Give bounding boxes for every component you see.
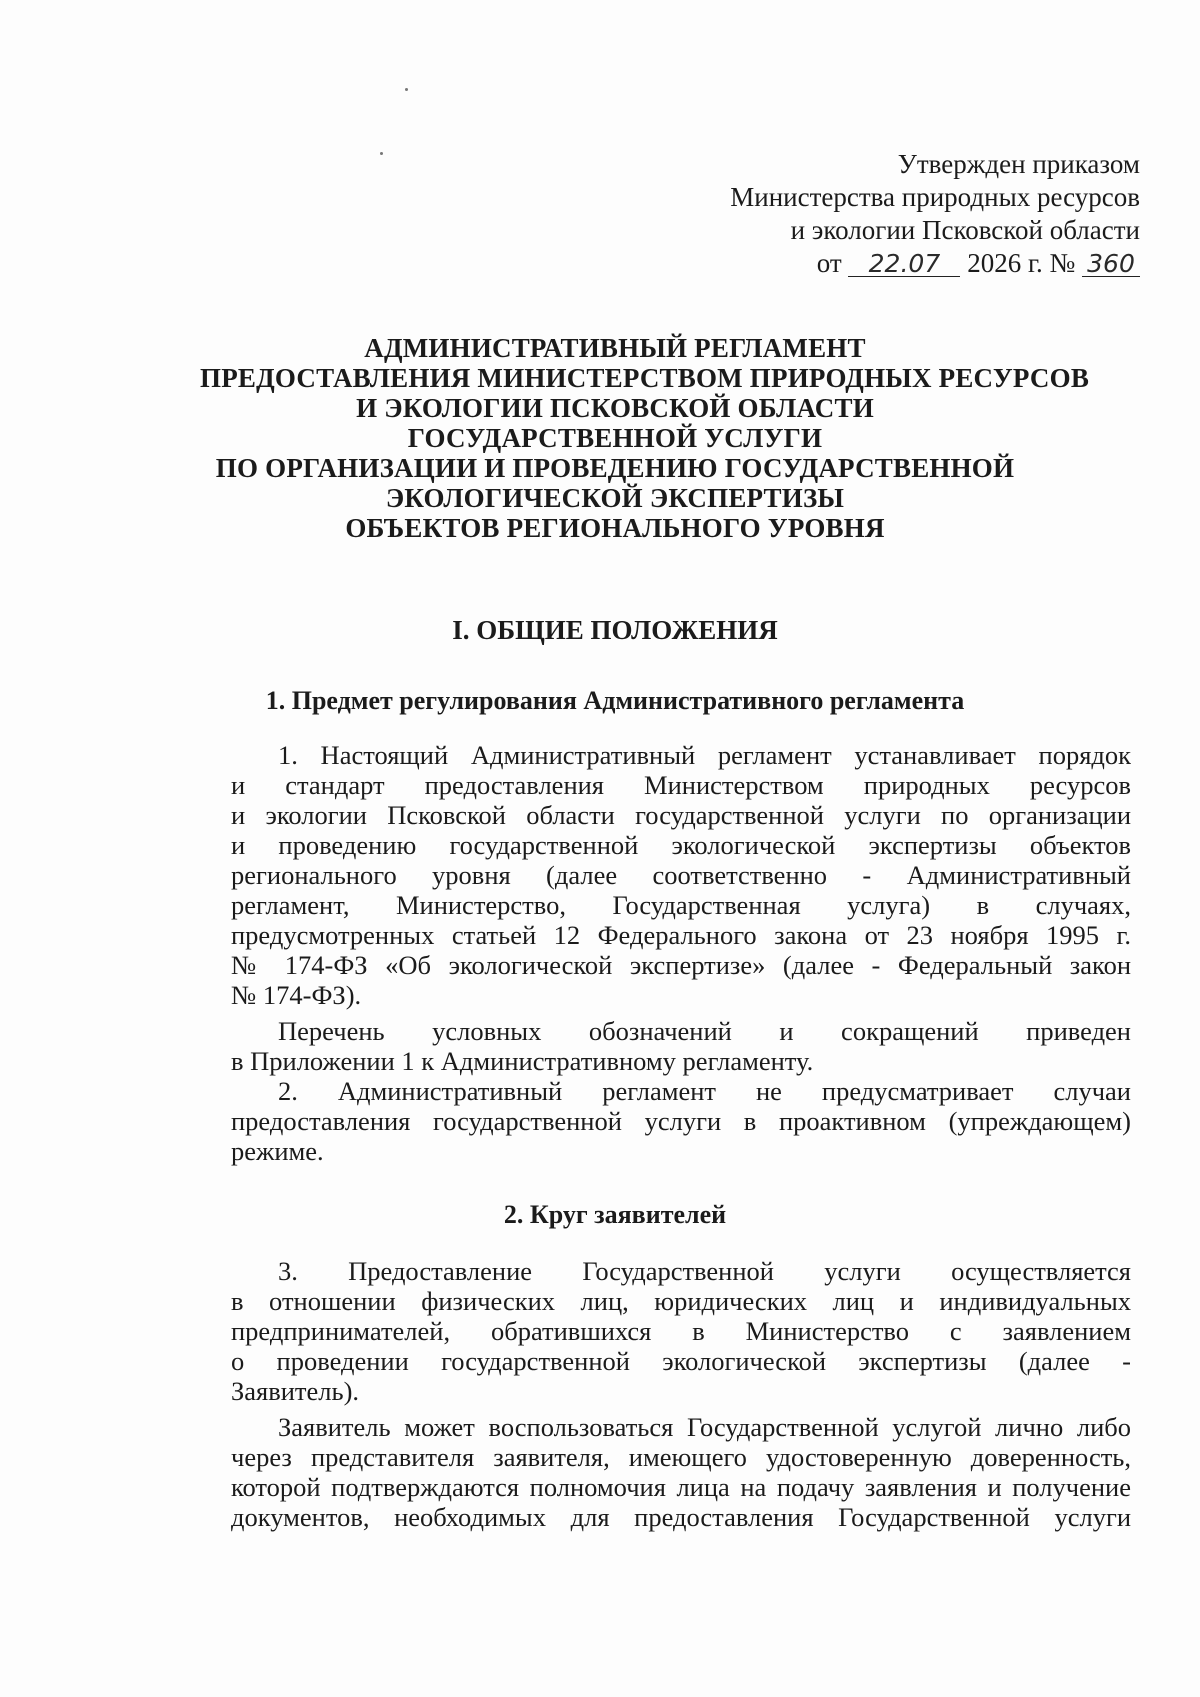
text-line: 2. Административный регламент не предусматривает случаи xyxy=(278,1076,1131,1106)
handwritten-number: 360 xyxy=(1082,252,1140,277)
handwritten-date: 22.07 xyxy=(848,252,960,277)
text-line: которой подтверждаются полномочия лица на подачу заявления и получение xyxy=(231,1472,1131,1502)
scan-speck xyxy=(380,152,383,155)
text-line: 1. Настоящий Административный регламент устанавливает порядок xyxy=(278,740,1131,770)
approval-line-1: Утвержден приказом xyxy=(897,149,1140,179)
text-line: режиме. xyxy=(231,1136,324,1166)
title-line: ПО ОРГАНИЗАЦИИ И ПРОВЕДЕНИЮ ГОСУДАРСТВЕННОЙ xyxy=(215,453,1015,483)
title-line: ГОСУДАРСТВЕННОЙ УСЛУГИ xyxy=(407,423,823,453)
approval-block xyxy=(620,148,1140,280)
text-line: регионального уровня (далее соответственно - Административный xyxy=(231,860,1131,890)
paragraph-4 xyxy=(231,1256,1131,1406)
text-line: через представителя заявителя, имеющего удостоверенную доверенность, xyxy=(231,1442,1131,1472)
title-line: И ЭКОЛОГИИ ПСКОВСКОЙ ОБЛАСТИ xyxy=(356,393,874,423)
subsection-heading-2: 2. Круг заявителей xyxy=(503,1200,727,1229)
text-line: документов, необходимых для предоставления Государственной услуги xyxy=(231,1502,1131,1532)
scan-speck xyxy=(405,88,408,91)
paragraph-5 xyxy=(231,1412,1131,1532)
date-prefix: от xyxy=(816,248,842,278)
text-line: и стандарт предоставления Министерством природных ресурсов xyxy=(231,770,1131,800)
title-line: ПРЕДОСТАВЛЕНИЯ МИНИСТЕРСТВОМ ПРИРОДНЫХ РЕСУРСОВ xyxy=(200,363,1090,393)
text-line: Перечень условных обозначений и сокращений приведен xyxy=(278,1016,1131,1046)
text-line: в отношении физических лиц, юридических лиц и индивидуальных xyxy=(231,1286,1131,1316)
subsection-heading-1: 1. Предмет регулирования Административного регламента xyxy=(265,686,965,715)
paragraph-1 xyxy=(231,740,1131,1010)
document-title xyxy=(200,333,1090,543)
body-text-block-1 xyxy=(231,740,1131,1166)
approval-line-2: Министерства природных ресурсов xyxy=(730,182,1140,212)
paragraph-2 xyxy=(231,1016,1131,1076)
text-line: предусмотренных статьей 12 Федерального закона от 23 ноября 1995 г. xyxy=(231,920,1131,950)
text-line: предоставления государственной услуги в проактивном (упреждающем) xyxy=(231,1106,1131,1136)
title-line: ЭКОЛОГИЧЕСКОЙ ЭКСПЕРТИЗЫ xyxy=(385,483,845,513)
text-line: регламент, Министерство, Государственная услуга) в случаях, xyxy=(231,890,1131,920)
text-line: и экологии Псковской области государственной услуги по организации xyxy=(231,800,1131,830)
text-line: в Приложении 1 к Административному регламенту. xyxy=(231,1046,814,1076)
text-line: Заявитель может воспользоваться Государственной услугой лично либо xyxy=(278,1412,1131,1442)
approval-line-3: и экологии Псковской области xyxy=(790,215,1140,245)
body-text-block-2 xyxy=(231,1256,1131,1532)
paragraph-3 xyxy=(231,1076,1131,1166)
section-heading: I. ОБЩИЕ ПОЛОЖЕНИЯ xyxy=(452,615,778,645)
text-line: и проведению государственной экологической экспертизы объектов xyxy=(231,830,1131,860)
text-line: о проведении государственной экологической экспертизы (далее - xyxy=(231,1346,1131,1376)
text-line: предпринимателей, обратившихся в Министерство с заявлением xyxy=(231,1316,1131,1346)
text-line: 3. Предоставление Государственной услуги осуществляется xyxy=(278,1256,1131,1286)
title-line: АДМИНИСТРАТИВНЫЙ РЕГЛАМЕНТ xyxy=(364,333,866,363)
text-line: Заявитель). xyxy=(231,1376,360,1406)
text-line: № 174-ФЗ). xyxy=(231,980,362,1010)
title-line: ОБЪЕКТОВ РЕГИОНАЛЬНОГО УРОВНЯ xyxy=(345,513,885,543)
text-line: № 174-ФЗ «Об экологической экспертизе» (далее - Федеральный закон xyxy=(231,950,1131,980)
year-text: 2026 г. № xyxy=(967,248,1076,278)
approval-date-line xyxy=(620,247,1140,280)
